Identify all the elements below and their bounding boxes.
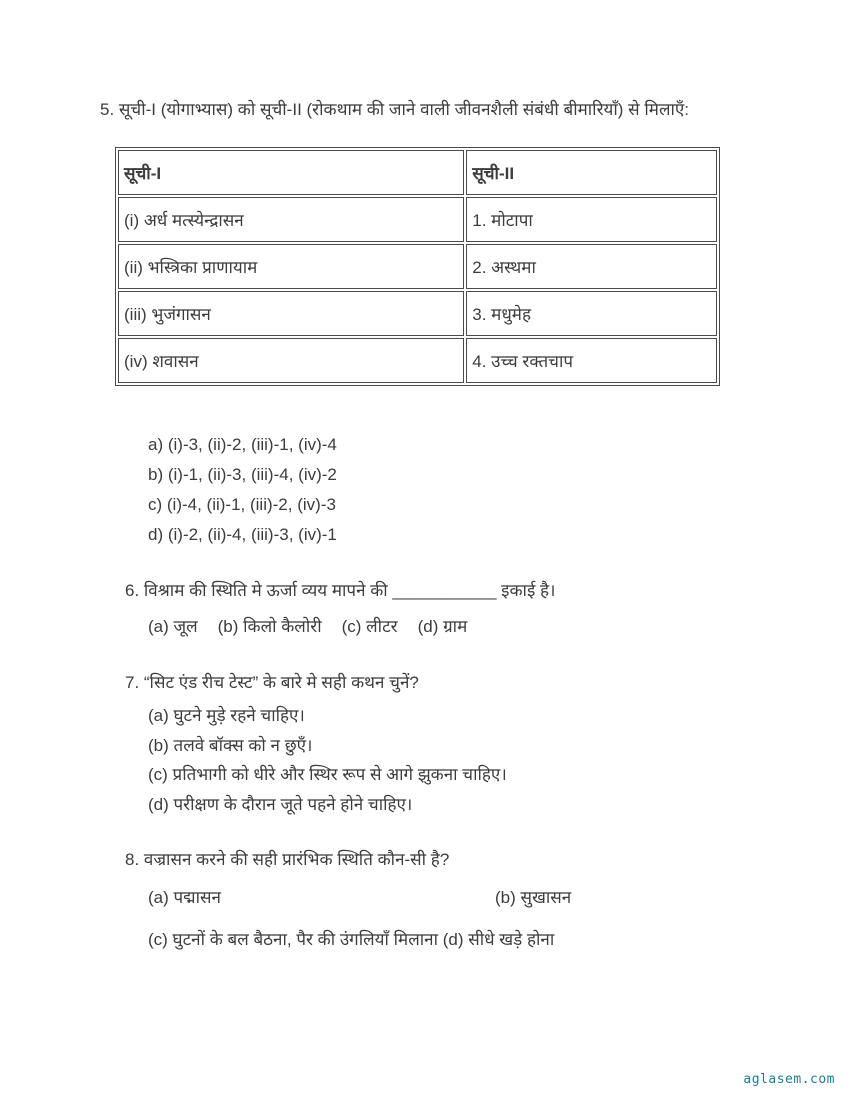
question-8 (125, 845, 740, 955)
table-cell: 1. मोटापा (466, 197, 717, 242)
table-row (118, 244, 717, 289)
option-c: (c) प्रतिभागी को धीरे और स्थिर रूप से आगे झुकना चाहिए। (148, 765, 507, 785)
question-5-text: 5. सूची-I (योगाभ्यास) को सूची-II (रोकथाम की जाने वाली जीवनशैली संबंधी बीमारियाँ) से मिलाएँ: (100, 100, 690, 119)
option-c: c) (i)-4, (ii)-1, (iii)-2, (iv)-3 (148, 494, 336, 514)
question-7-text: 7. “सिट एंड रीच टेस्ट” के बारे मे सही कथन चुनें? (125, 672, 419, 692)
table-cell: (ii) भस्त्रिका प्राणायाम (118, 244, 464, 289)
table-row (118, 197, 717, 242)
question-7-options (148, 701, 740, 819)
option-b: (b) तलवे बॉक्स को न छुएँ। (148, 735, 313, 755)
question-8-text: 8. वज्रासन करने की सही प्रारंभिक स्थिति कौन-सी है? (125, 850, 450, 870)
table-cell: (iv) शवासन (118, 338, 464, 383)
question-5 (100, 95, 740, 550)
option-b: (b) सुखासन (495, 888, 572, 907)
question-6-options (148, 612, 740, 642)
option-d: (d) परीक्षण के दौरान जूते पहने होने चाहिए। (148, 794, 413, 814)
table-row (118, 291, 717, 336)
option-a: (a) जूल (148, 616, 198, 636)
table-header-list2: सूची-II (466, 150, 717, 195)
option-c-d: (c) घुटनों के बल बैठना, पैर की उंगलियाँ मिलाना (d) सीधे खड़े होना (148, 930, 555, 949)
table-header-list1: सूची-I (118, 150, 464, 195)
option-d: d) (i)-2, (ii)-4, (iii)-3, (iv)-1 (148, 524, 337, 544)
table-cell: (i) अर्ध मत्स्येन्द्रासन (118, 197, 464, 242)
option-d: (d) ग्राम (417, 616, 468, 636)
table-cell: 3. मधुमेह (466, 291, 717, 336)
table-cell: (iii) भुजंगासन (118, 291, 464, 336)
option-a: (a) घुटने मुड़े रहने चाहिए। (148, 706, 305, 726)
question-8-options-ab (148, 883, 740, 913)
match-the-list-table (115, 147, 720, 386)
option-c: (c) लीटर (341, 616, 398, 636)
option-b: (b) किलो कैलोरी (217, 616, 322, 636)
option-a: a) (i)-3, (ii)-2, (iii)-1, (iv)-4 (148, 434, 337, 454)
table-header-row (118, 150, 717, 195)
table-cell: 4. उच्च रक्तचाप (466, 338, 717, 383)
question-6-text: 6. विश्राम की स्थिति मे ऊर्जा व्यय मापने की ___________ इकाई है। (125, 580, 556, 600)
question-8-options-cd (148, 925, 740, 955)
table-cell: 2. अस्थमा (466, 244, 717, 289)
question-6 (125, 576, 740, 642)
table-row (118, 338, 717, 383)
watermark-aglasem: aglasem.com (743, 1072, 835, 1087)
option-b: b) (i)-1, (ii)-3, (iii)-4, (iv)-2 (148, 464, 337, 484)
question-7 (125, 668, 740, 820)
option-a: (a) पद्मासन (148, 888, 221, 907)
question-5-options (148, 430, 740, 550)
